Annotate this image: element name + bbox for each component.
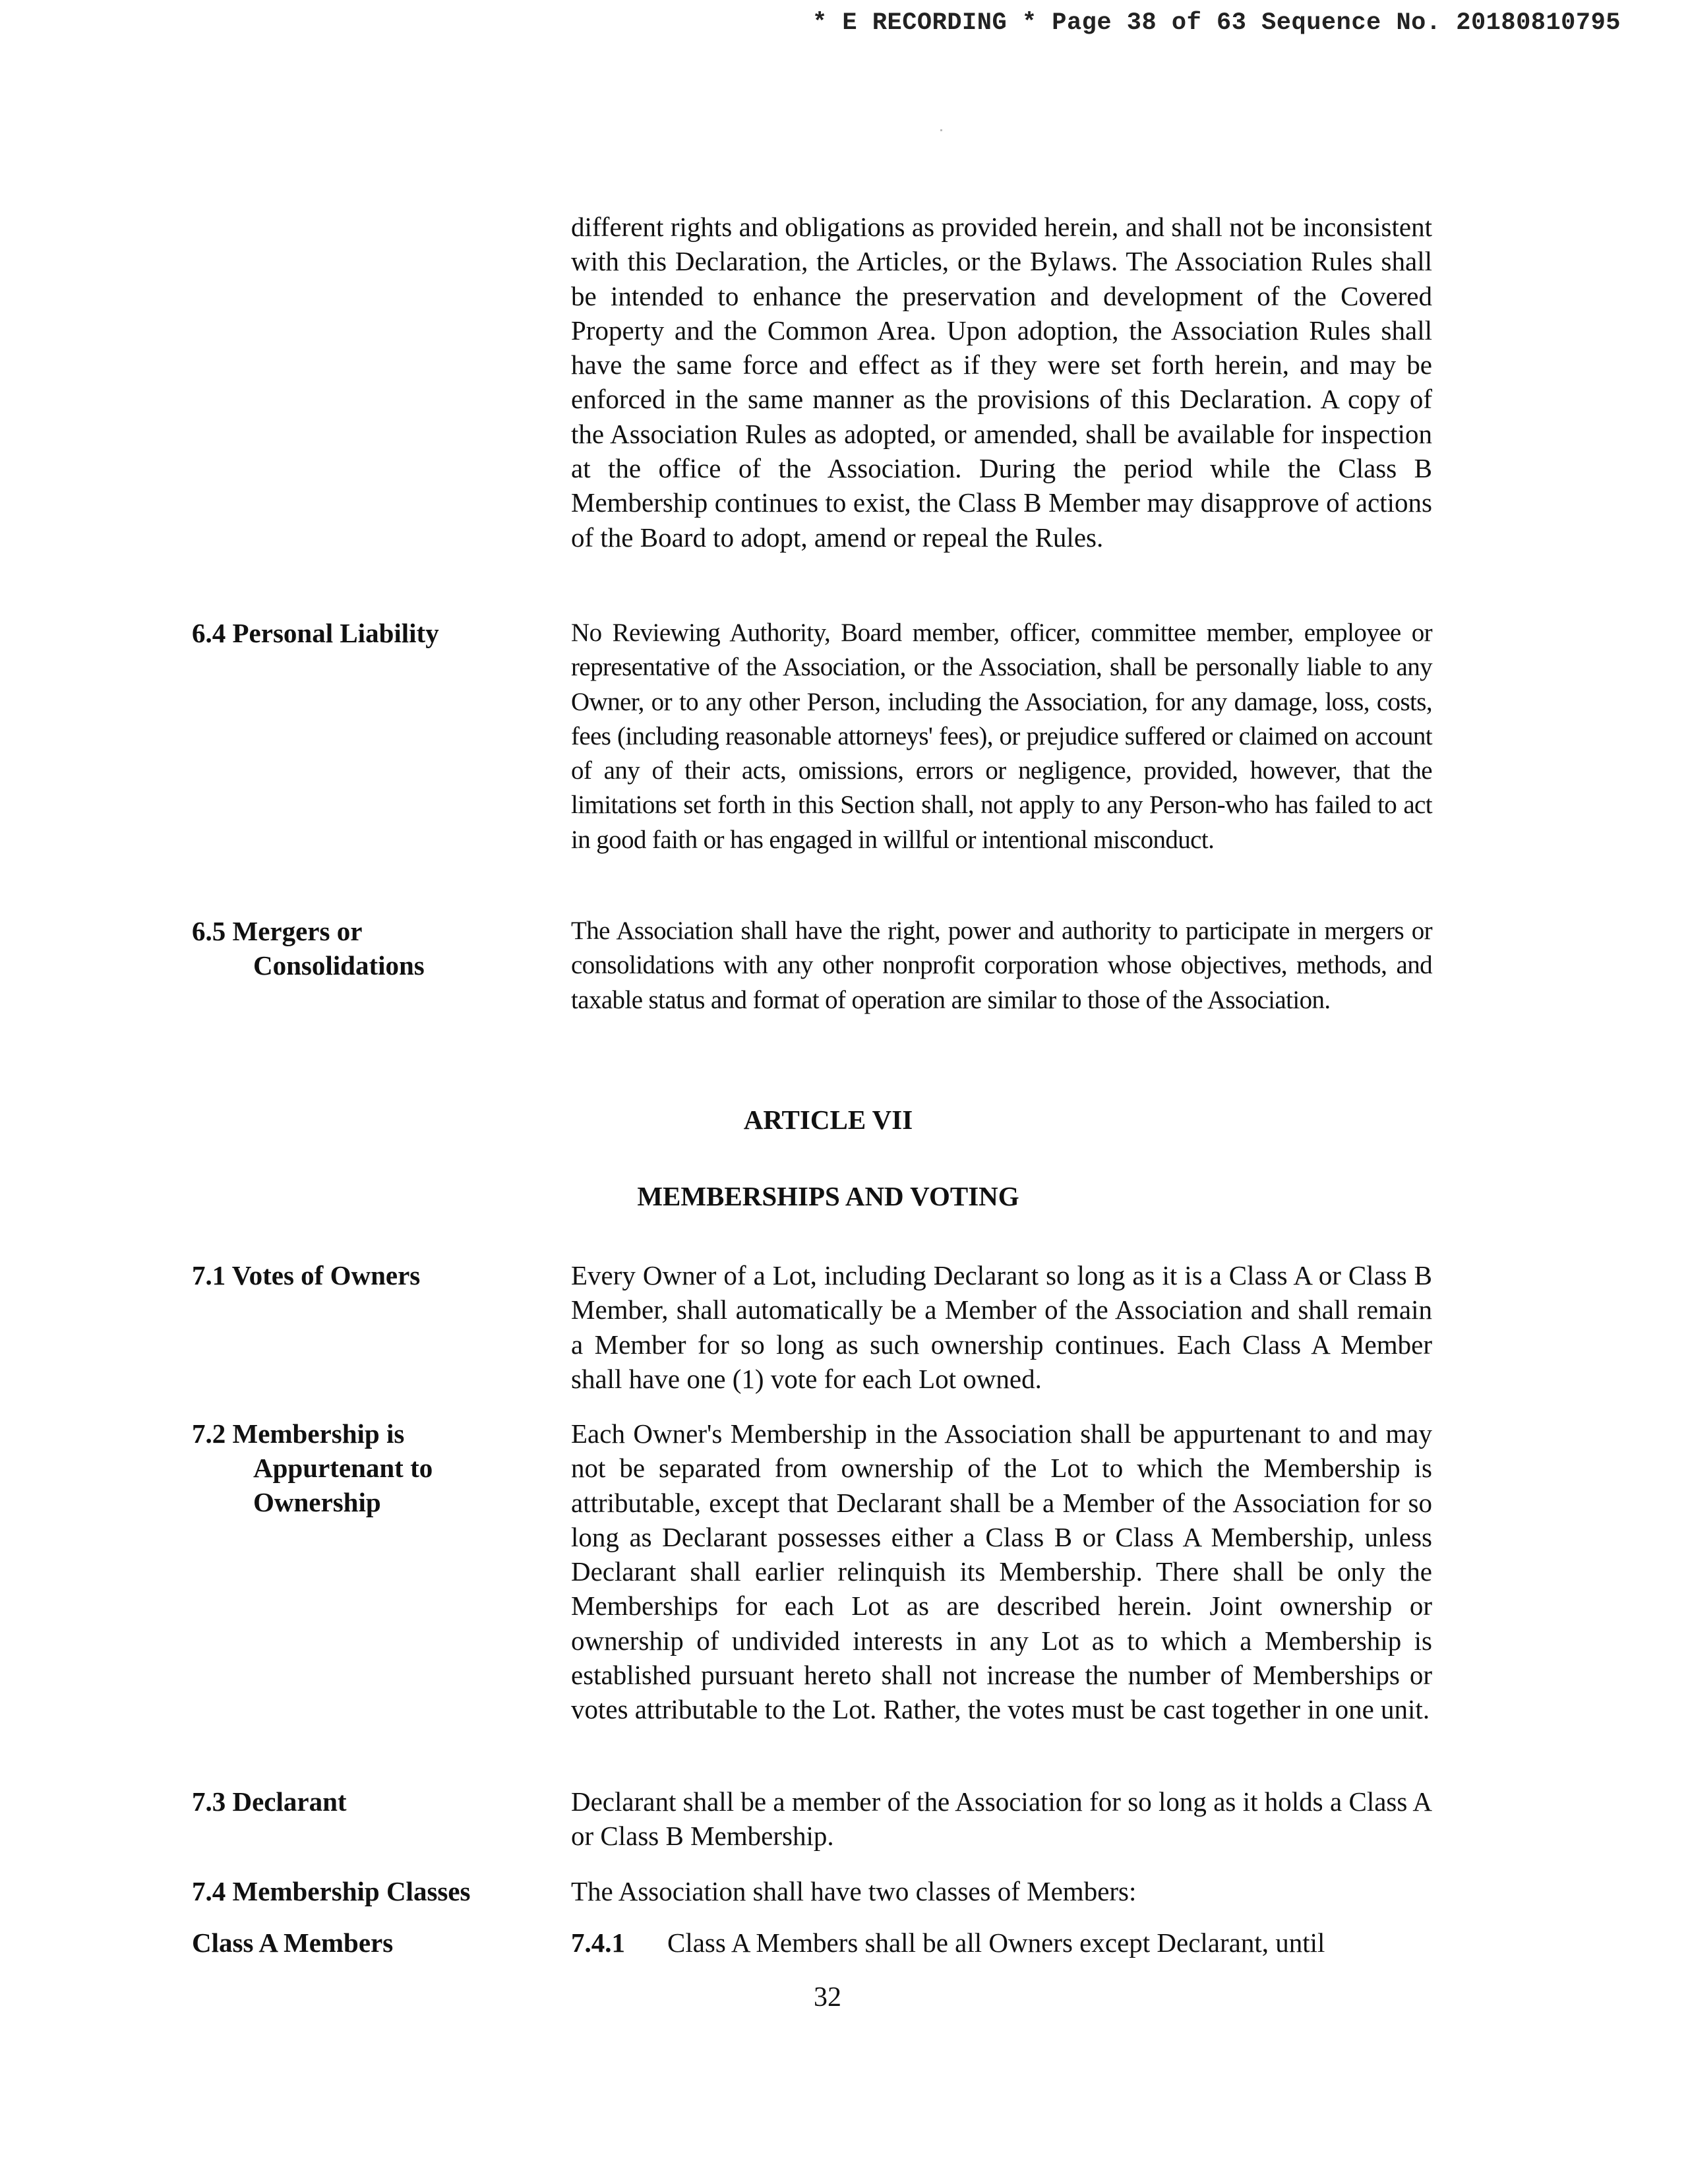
- section-title: 7.1 Votes of Owners: [192, 1260, 421, 1290]
- section-title-line: 7.2 Membership is: [192, 1418, 405, 1449]
- scan-speck: [940, 129, 942, 131]
- subsection-number: 7.4.1: [571, 1927, 625, 1958]
- section-body: Every Owner of a Lot, including Declarant so long as it is a Class A or Class B Member, shall automatically be a Member of the Association and shall remain a Member for so long as such ownership continues. Each Class A Member shall have one (1) vote for each Lot owned.: [571, 1260, 1432, 1394]
- section-body: The Association shall have two classes of Members:: [571, 1876, 1137, 1906]
- article-title: MEMBERSHIPS AND VOTING: [637, 1181, 1019, 1211]
- section-title: Class A Members: [192, 1927, 394, 1958]
- section-title-line: Appurtenant to: [253, 1453, 433, 1483]
- recording-header: * E RECORDING * Page 38 of 63 Sequence No. 20180810795: [812, 9, 1621, 37]
- section-title: [192, 1416, 535, 1519]
- section-title-line: 6.5 Mergers or: [192, 916, 363, 946]
- section-body: The Association shall have the right, power and authority to participate in mergers or consolidations with any other nonprofit corporation whose objectives, methods, and taxable status and format of operation are similar to those of the Association.: [571, 917, 1432, 1014]
- article-number: ARTICLE VII: [743, 1105, 913, 1135]
- section-body: Each Owner's Membership in the Association shall be appurtenant to and may not be separated from ownership of the Lot to which the Membership is attributable, except that Declarant shall be a Member of the Association for so long as Declarant possesses either a Class B or Class A Membership, unless Declarant shall earlier relinquish its Membership. There shall be only the Memberships for each Lot as are described herein. Joint ownership or ownership of undivided interests in any Lot as to which a Membership is established pursuant hereto shall not increase the number of Memberships or votes attributable to the Lot. Rather, the votes must be cast together in one unit.: [571, 1418, 1432, 1725]
- section-title: [192, 914, 535, 983]
- section-title: 7.4 Membership Classes: [192, 1876, 471, 1906]
- page-footer: [0, 1982, 1688, 2013]
- subsection-text: Class A Members shall be all Owners except Declarant, until: [667, 1927, 1325, 1958]
- section-body: Declarant shall be a member of the Association for so long as it holds a Class A or Class B Membership.: [571, 1786, 1432, 1852]
- section-title: 7.3 Declarant: [192, 1786, 347, 1817]
- section-body: [571, 1926, 1432, 1960]
- section-title-line: Consolidations: [253, 950, 425, 981]
- page-number: 32: [814, 1982, 841, 2013]
- section-title-line: Ownership: [253, 1487, 381, 1517]
- section-body: No Reviewing Authority, Board member, officer, committee member, employee or representative of the Association, or the Association, shall be personally liable to any Owner, or to any other Person, including the Association, for any damage, loss, costs, fees (including reasonable attorneys' fees), or prejudice suffered or claimed on account of any of their acts, omissions, errors or negligence, provided, however, that the limitations set forth in this Section shall, not apply to any Person-who has failed to act in good faith or has engaged in willful or intentional misconduct.: [571, 619, 1432, 854]
- section-title: 6.4 Personal Liability: [192, 618, 439, 648]
- section-body: different rights and obligations as provided herein, and shall not be inconsistent with this Declaration, the Articles, or the Bylaws. The Association Rules shall be intended to enhance the preservation and development of the Covered Property and the Common Area. Upon adoption, the Association Rules shall have the same force and effect as if they were set forth herein, and may be enforced in the same manner as the provisions of this Declaration. A copy of the Association Rules as adopted, or amended, shall be available for inspection at the office of the Association. During the period while the Class B Membership continues to exist, the Class B Member may disapprove of actions of the Board to adopt, amend or repeal the Rules.: [571, 212, 1432, 553]
